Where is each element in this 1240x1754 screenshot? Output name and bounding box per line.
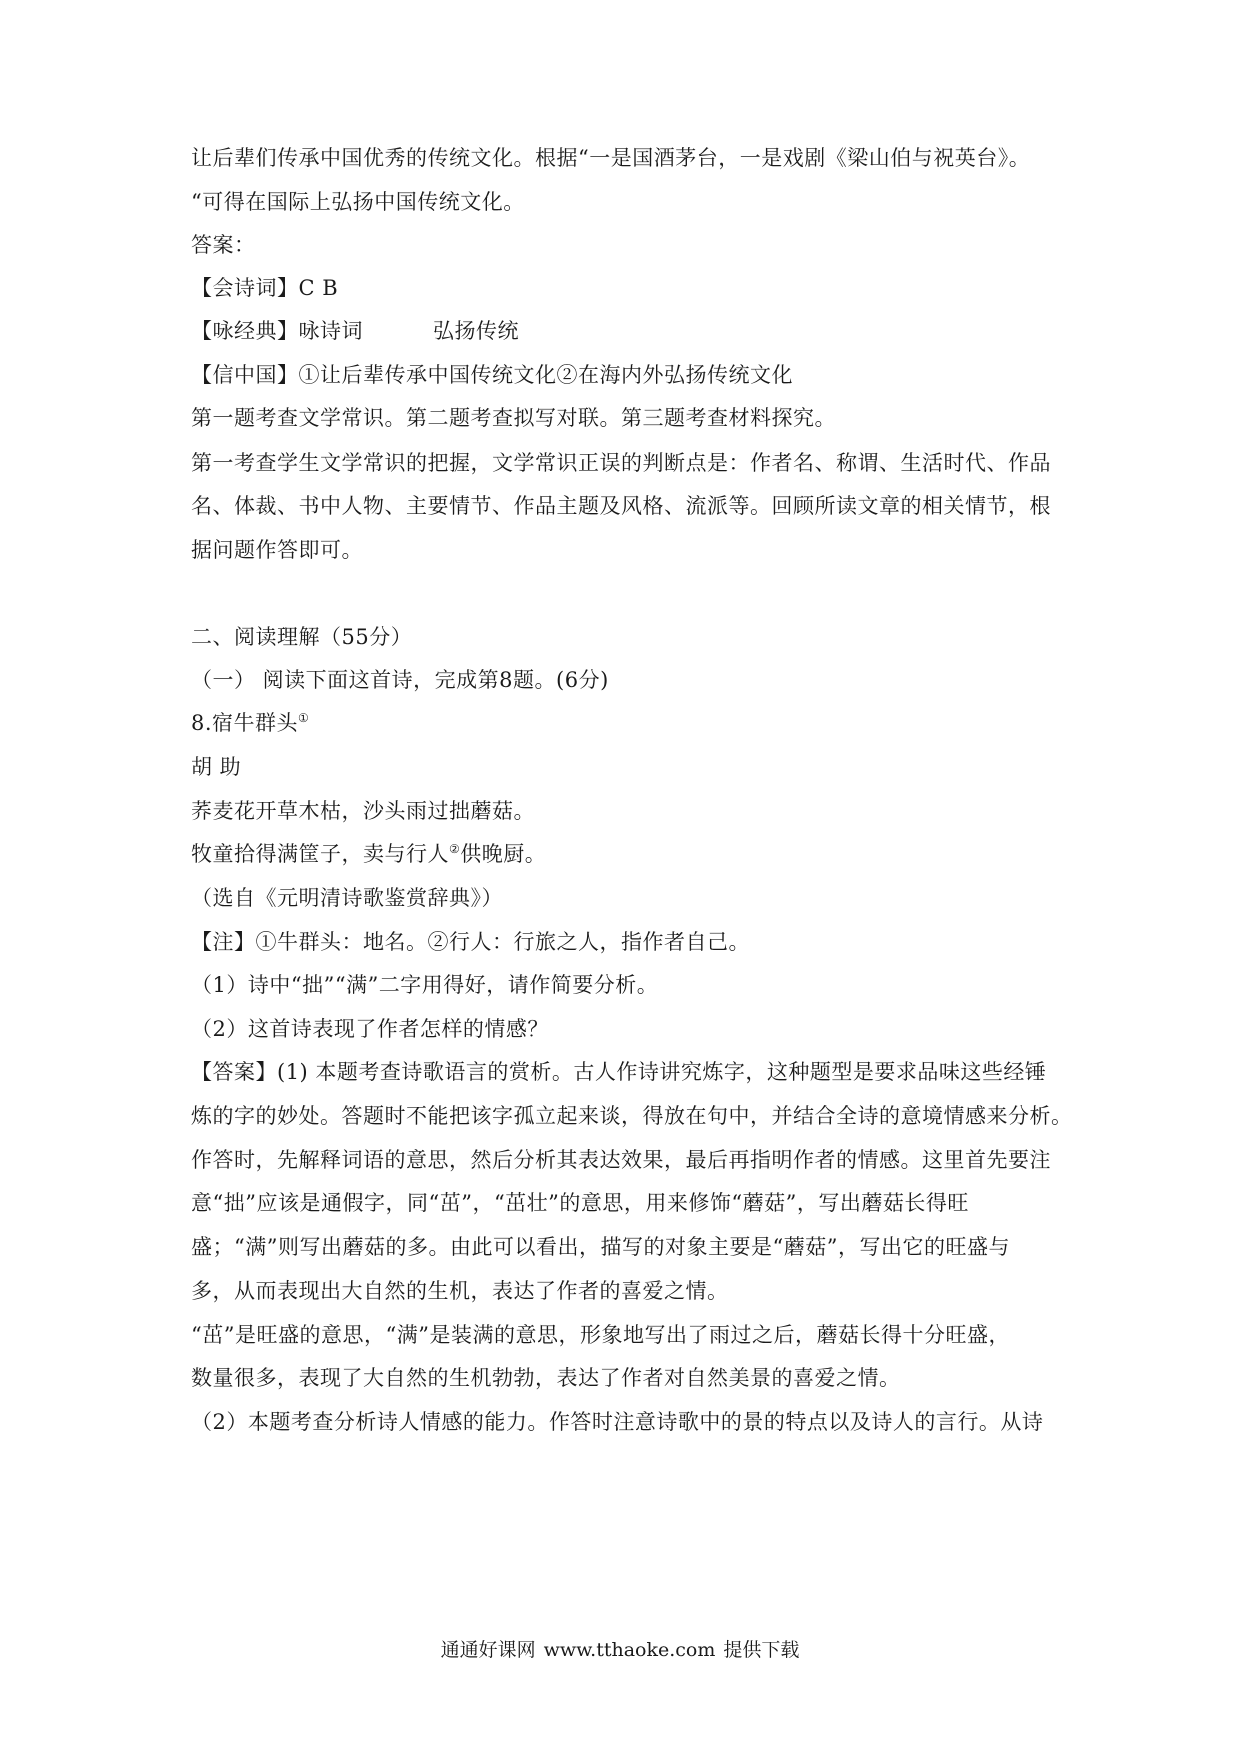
text-line: 据问题作答即可。 [191, 538, 363, 562]
footnote-marker: ② [449, 842, 461, 856]
poem-line: 荞麦花开草木枯，沙头雨过拙蘑菇。 [191, 799, 535, 823]
poem-title [191, 708, 1071, 738]
question-line: （2）这首诗表现了作者怎样的情感？ [191, 1017, 549, 1041]
poem-line [191, 839, 1071, 869]
poem-line-text: 牧童拾得满筐子，卖与行人 [191, 842, 449, 866]
poem-title-text: 8.宿牛群头 [191, 711, 299, 735]
answer-text: 作答时，先解释词语的意思，然后分析其表达效果，最后再指明作者的情感。这里首先要注 [191, 1148, 1051, 1172]
poem-notes: 【注】①牛群头：地名。②行人：行旅之人，指作者自己。 [191, 930, 750, 954]
answer-text: （2）本题考查分析诗人情感的能力。作答时注意诗歌中的景的特点以及诗人的言行。从诗 [191, 1410, 1044, 1434]
answer-text: “茁”是旺盛的意思，“满”是装满的意思，形象地写出了雨过之后，蘑菇长得十分旺盛， [191, 1323, 1010, 1347]
answer-text: 数量很多，表现了大自然的生机勃勃，表达了作者对自然美景的喜爱之情。 [191, 1366, 901, 1390]
answer-value: 弘扬传统 [433, 319, 519, 343]
poem-source: （选自《元明清诗歌鉴赏辞典》） [191, 886, 503, 910]
poem-author: 胡 助 [191, 755, 242, 779]
answer-line: 【信中国】①让后辈传承中国传统文化②在海内外弘扬传统文化 [191, 363, 793, 387]
answer-line [191, 316, 1071, 346]
answer-text: 多，从而表现出大自然的生机，表达了作者的喜爱之情。 [191, 1279, 729, 1303]
text-line: 第一题考查文学常识。第二题考查拟写对联。第三题考查材料探究。 [191, 406, 836, 430]
footer-site-name: 通通好课网 [440, 1639, 536, 1661]
answer-text: 意“拙”应该是通假字，同“茁”，“茁壮”的意思，用来修饰“蘑菇”，写出蘑菇长得旺 [191, 1191, 969, 1215]
text-line: 第一考查学生文学常识的把握，文学常识正误的判断点是：作者名、称谓、生活时代、作品 [191, 451, 1051, 475]
text-line: 名、体裁、书中人物、主要情节、作品主题及风格、流派等。回顾所读文章的相关情节，根 [191, 494, 1051, 518]
question-line: （1）诗中“拙”“满”二字用得好，请作简要分析。 [191, 973, 659, 997]
answer-line: 【会诗词】C B [191, 276, 339, 300]
answer-heading: 答案： [191, 233, 256, 257]
poem-line-text: 供晚厨。 [460, 842, 547, 866]
subsection-heading: （一） 阅读下面这首诗，完成第8题。(6分) [191, 668, 609, 692]
footnote-marker: ① [298, 711, 310, 725]
footer-url[interactable]: www.tthaoke.com [543, 1639, 716, 1661]
answer-text: 【答案】(1) 本题考查诗歌语言的赏析。古人作诗讲究炼字，这种题型是要求品味这些经锤 [191, 1060, 1047, 1084]
answer-text: 盛；“满”则写出蘑菇的多。由此可以看出，描写的对象主要是“蘑菇”，写出它的旺盛与 [191, 1235, 1010, 1259]
page-footer [0, 1636, 1240, 1664]
text-line: 让后辈们传承中国优秀的传统文化。根据“一是国酒茅台，一是戏剧《梁山伯与祝英台》。 [191, 146, 1031, 170]
answer-label: 【咏经典】咏诗词 [191, 319, 363, 343]
section-heading: 二、阅读理解（55分） [191, 625, 413, 649]
footer-suffix: 提供下载 [723, 1639, 800, 1661]
text-line: “可得在国际上弘扬中国传统文化。 [191, 190, 525, 214]
answer-text: 炼的字的妙处。答题时不能把该字孤立起来谈，得放在句中，并结合全诗的意境情感来分析。 [191, 1104, 1073, 1128]
